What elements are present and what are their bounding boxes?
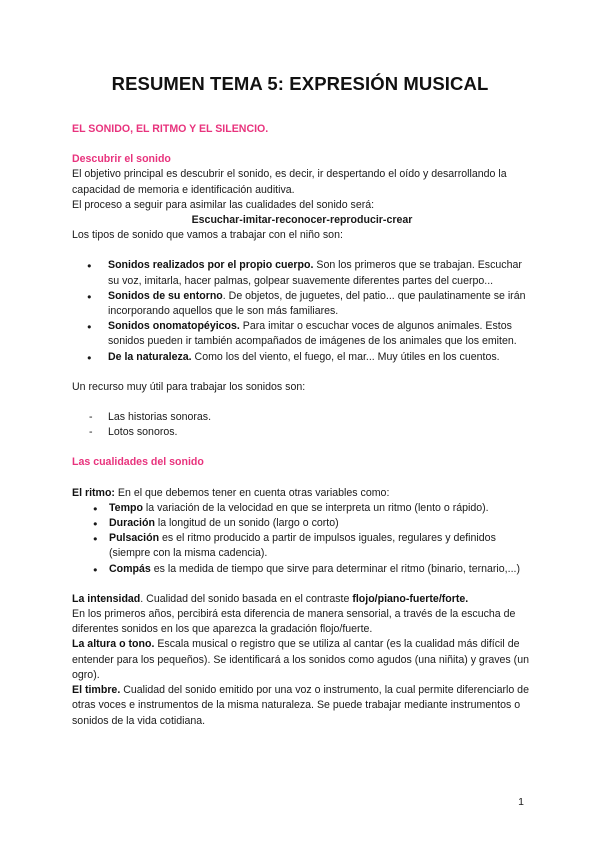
page-number: 1 xyxy=(518,796,524,808)
paragraph-pitch xyxy=(72,637,532,683)
list-item xyxy=(72,516,532,531)
sound-types-list xyxy=(72,258,532,364)
paragraph-process: El proceso a seguir para asimilar las cualidades del sonido será: xyxy=(72,198,375,211)
list-item-text: Para imitar o escuchar voces de algunos animales. Estos sonidos pueden ir también acompañados de imágenes de los animales que los emiten. xyxy=(108,320,517,348)
intensity-contrast: flojo/piano-fuerte/forte. xyxy=(352,592,469,605)
list-item: - Las historias sonoras. xyxy=(72,410,532,425)
paragraph-timbre xyxy=(72,683,532,729)
paragraph-intensity-more: En los primeros años, percibirá esta diferencia de manera sensorial, a través de la escucha de diferentes sonidos en los que aparezca la gradación flojo/fuerte. xyxy=(72,608,516,636)
paragraph-types-intro: Los tipos de sonido que vamos a trabajar con el niño son: xyxy=(72,229,343,242)
list-item-term: Tempo xyxy=(109,501,143,514)
list-item-text: es el ritmo producido a partir de impulsos iguales, regulares y definidos (siempre con la misma cadencia). xyxy=(109,532,496,560)
list-item-text: es la medida de tiempo que sirve para determinar el ritmo (binario, ternario,...) xyxy=(150,562,520,575)
list-item: - Lotos sonoros. xyxy=(72,425,532,440)
rhythm-text: En el que debemos tener en cuenta otras variables como: xyxy=(114,486,390,499)
list-item xyxy=(72,562,532,577)
list-item-text: la longitud de un sonido (largo o corto) xyxy=(154,517,339,530)
intensity-text: . Cualidad del sonido basada en el contraste xyxy=(140,592,353,605)
timbre-text: Cualidad del sonido emitido por una voz o instrumento, la cual permite diferenciarlo de otras voces e instrumentos de la misma naturaleza. Se puede trabajar mediante instrumentos o sonidos de la vida cotidiana. xyxy=(72,684,529,727)
list-item xyxy=(72,350,532,365)
list-item-text: . De objetos, de juguetes, del patio... que paulatinamente se irán incorporando aquellos que le son más familiares. xyxy=(108,289,526,318)
process-sequence: Escuchar-imitar-reconocer-reproducir-crear xyxy=(191,214,413,227)
list-item-text: Son los primeros que se trabajan. Escuchar su voz, imitarla, hacer palmas, golpear suavemente diferentes partes del cuerpo... xyxy=(108,259,522,287)
term-pitch: La altura o tono. xyxy=(72,638,155,651)
paragraph-intensity xyxy=(72,592,532,607)
subheading-discover-sound: Descubrir el sonido xyxy=(72,153,171,166)
paragraph-resource-intro: Un recurso muy útil para trabajar los sonidos son: xyxy=(72,380,306,393)
term-timbre: El timbre. xyxy=(72,684,121,697)
list-item xyxy=(72,258,532,288)
list-item-text: Como los del viento, el fuego, el mar... Muy útiles en los cuentos. xyxy=(191,350,500,363)
list-item-term: Duración xyxy=(109,517,155,530)
document-title: RESUMEN TEMA 5: EXPRESIÓN MUSICAL xyxy=(111,73,489,94)
list-item xyxy=(72,319,532,349)
list-item-term: De la naturaleza. xyxy=(108,350,192,363)
list-item-text: la variación de la velocidad en que se interpreta un ritmo (lento o rápido). xyxy=(142,501,489,514)
list-item xyxy=(72,289,532,319)
term-rhythm: El ritmo: xyxy=(72,486,115,499)
list-item xyxy=(72,531,532,561)
term-intensity: La intensidad xyxy=(72,592,141,605)
pitch-text: Escala musical o registro que se utiliza al cantar (es la cualidad más difícil de entender para los pequeños). Se identificará a los sonidos como agudos (una niñita) y graves (un ogro). xyxy=(72,638,529,681)
subheading-sound-qualities: Las cualidades del sonido xyxy=(72,456,204,469)
rhythm-variables-list xyxy=(72,501,532,577)
section-heading-sound-rhythm-silence: EL SONIDO, EL RITMO Y EL SILENCIO. xyxy=(72,123,269,135)
list-item-term: Compás xyxy=(109,562,151,575)
list-item-term: Pulsación xyxy=(109,532,160,545)
list-item xyxy=(72,501,532,516)
resources-list xyxy=(72,410,532,440)
list-item-term: Sonidos onomatopéyicos. xyxy=(108,320,240,333)
paragraph-rhythm xyxy=(72,486,532,501)
list-item-term: Sonidos de su entorno xyxy=(108,289,223,302)
list-item-term: Sonidos realizados por el propio cuerpo. xyxy=(108,259,314,272)
document-body xyxy=(72,122,532,729)
paragraph-objective: El objetivo principal es descubrir el sonido, es decir, ir despertando el oído y desarrollando la capacidad de memoria e identificación auditiva. xyxy=(72,168,507,196)
